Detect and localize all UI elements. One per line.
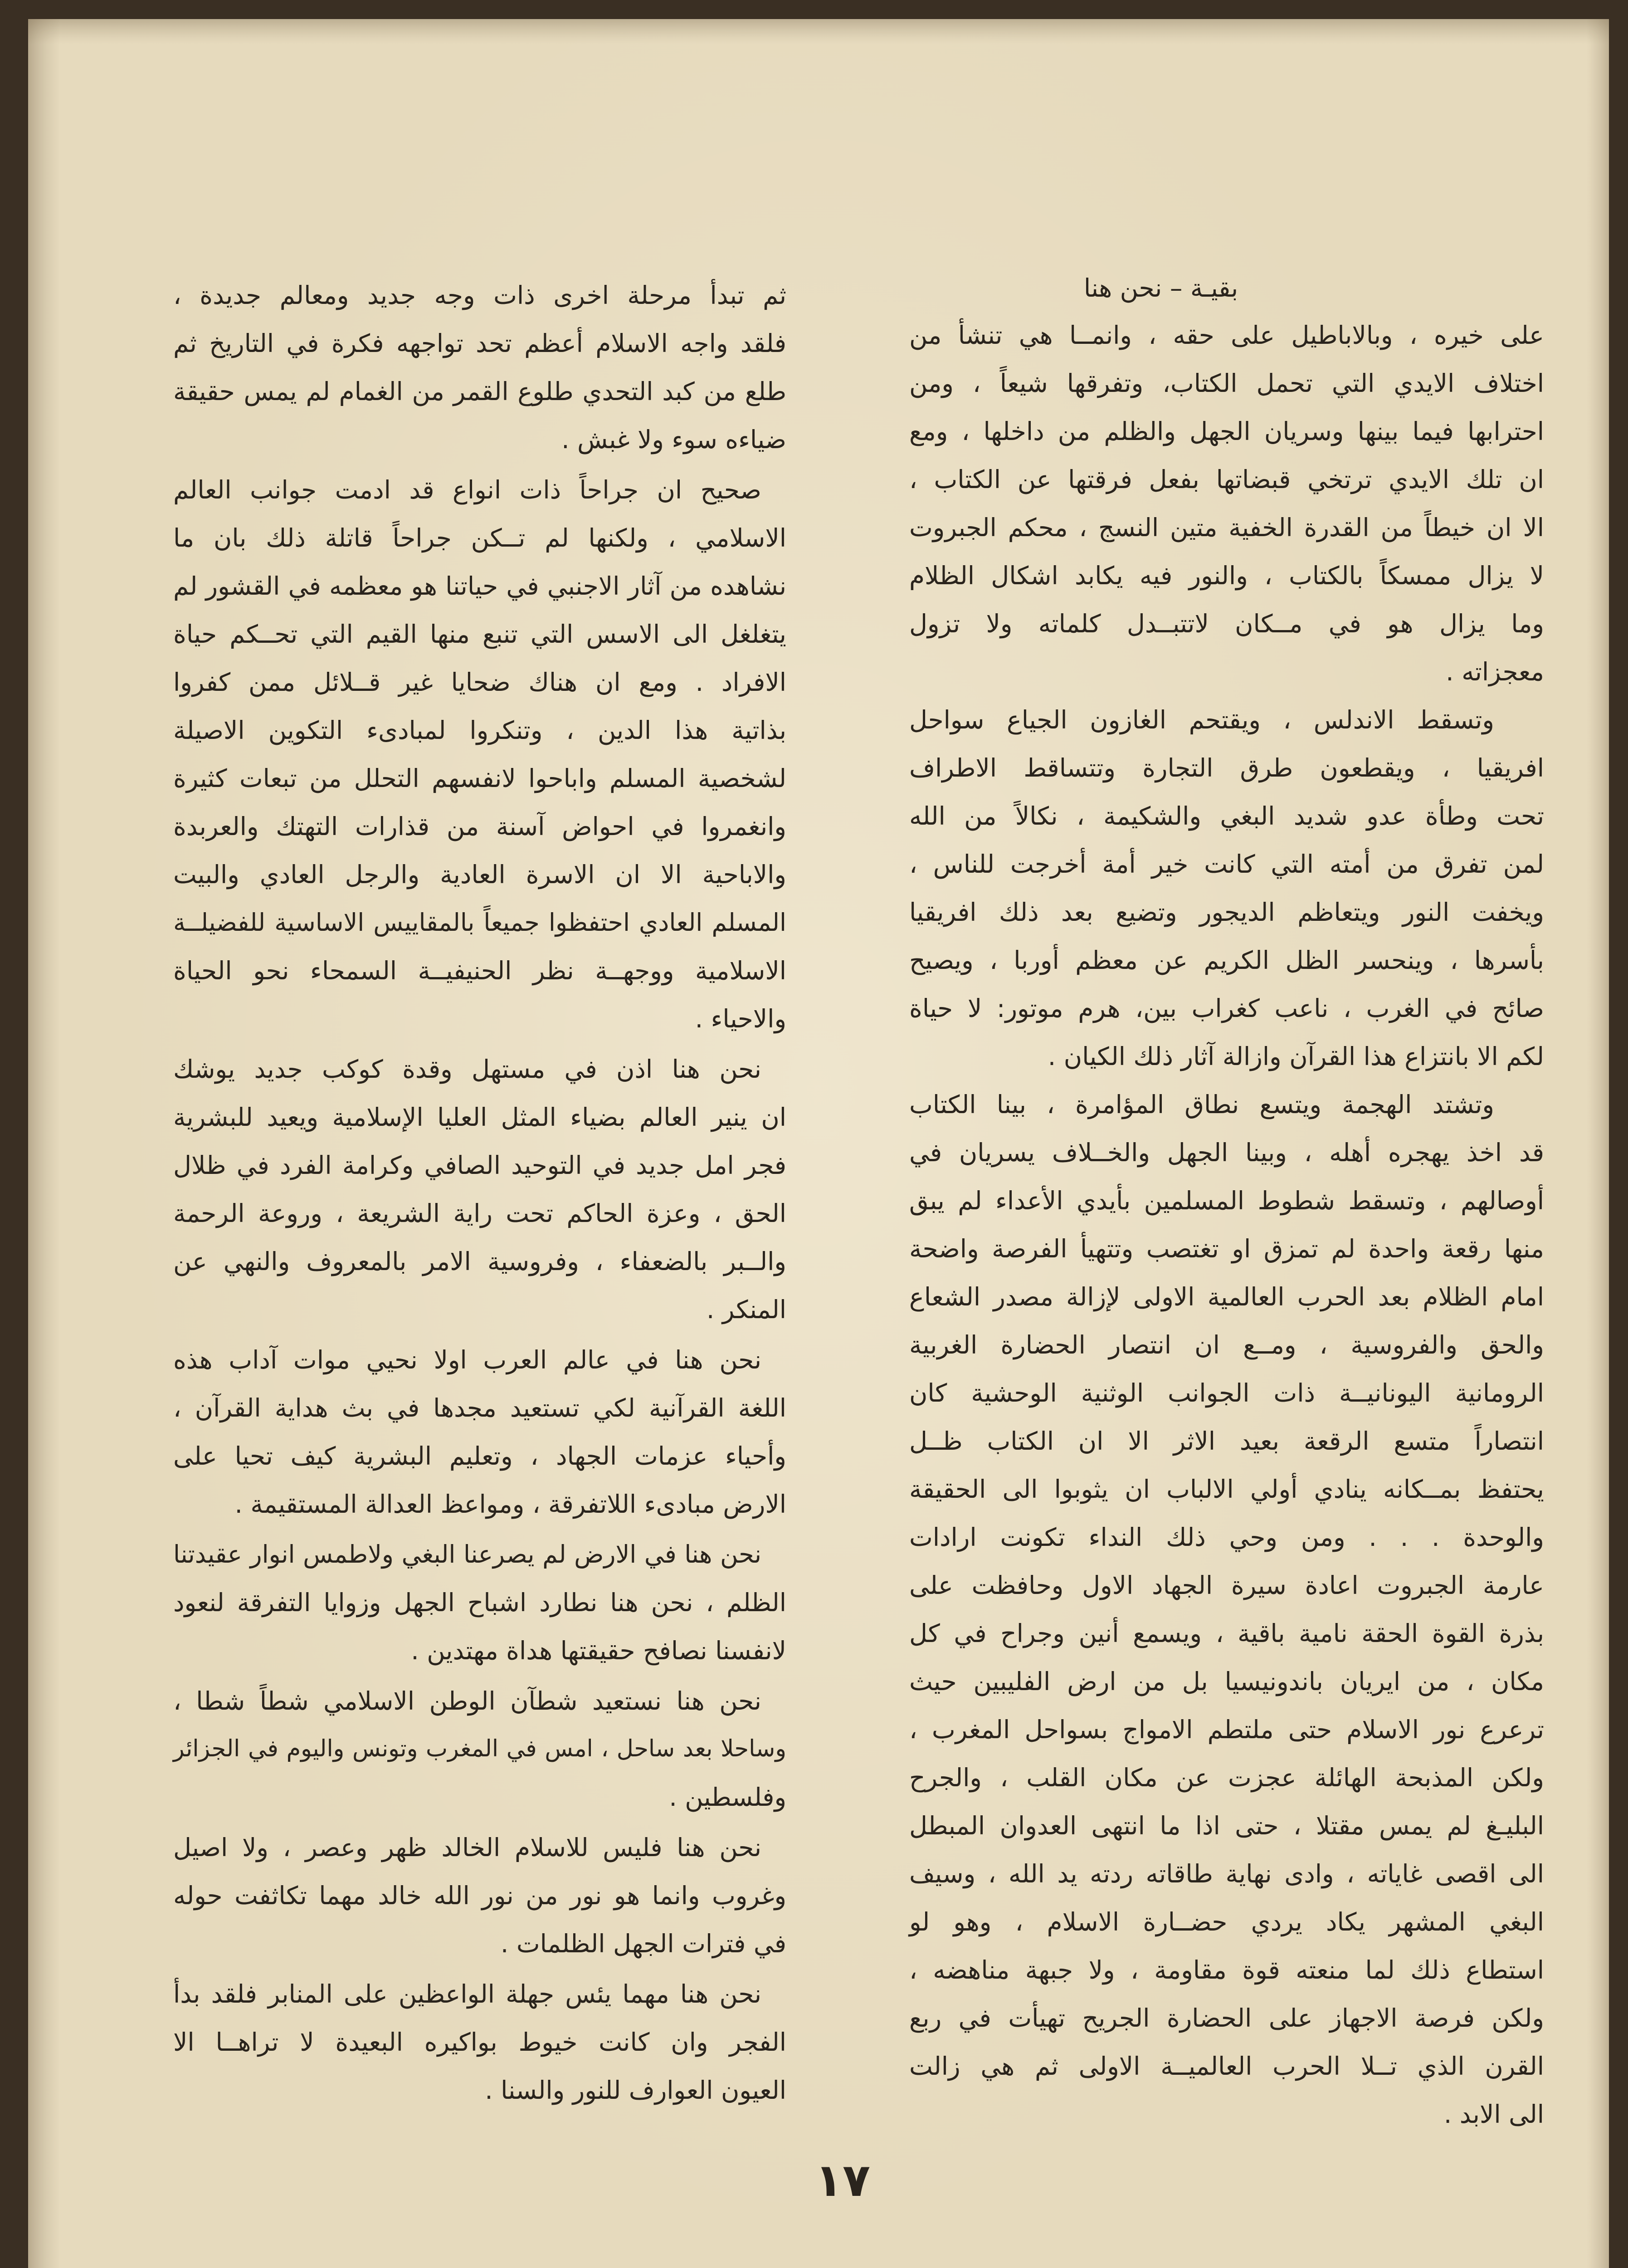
text-line: الافراد . ومع ان هناك ضحايا غير قــلائل ممن كفروا bbox=[173, 668, 786, 697]
left-column bbox=[173, 271, 786, 2114]
text-line: في فترات الجهل الظلمات . bbox=[500, 1929, 786, 1958]
text-line: الاسلامية ووجهــة نظر الحنيفيــة السمحاء نحو الحياة bbox=[173, 956, 786, 985]
text-line: ويخفت النور ويتعاظم الديجور وتضيع بعد ذلك افريقيا bbox=[909, 898, 1544, 927]
text-line: لكم الا بانتزاع هذا القرآن وازالة آثار ذلك الكيان . bbox=[1048, 1042, 1544, 1071]
text-line: احترابها فيما بينها وسريان الجهل والظلم من داخلها ، ومع bbox=[909, 417, 1544, 446]
text-line: صائح في الغرب ، ناعب كغراب بين، هرم موتور: لا حياة bbox=[909, 994, 1544, 1023]
text-line: نحن هنا اذن في مستهل وقدة كوكب جديد يوشك bbox=[173, 1055, 761, 1084]
text-line: اختلاف الايدي التي تحمل الكتاب، وتفرقها شيعاً ، ومن bbox=[909, 369, 1544, 398]
text-line: عارمة الجبروت اعادة سيرة الجهاد الاول وحافظت على bbox=[909, 1571, 1544, 1600]
paragraph bbox=[173, 1677, 786, 1821]
text-line: يتغلغل الى الاسس التي تنبع منها القيم التي تحــكم حياة bbox=[173, 620, 786, 649]
text-line: منها رقعة واحدة لم تمزق او تغتصب وتتهيأ الفرصة واضحة bbox=[909, 1234, 1544, 1263]
text-line: المنكر . bbox=[706, 1295, 786, 1324]
text-line: والوحدة . . . ومن وحي ذلك النداء تكونت ارادات bbox=[909, 1523, 1544, 1552]
text-line: والاباحية الا ان الاسرة العادية والرجل العادي والبيت bbox=[173, 860, 786, 889]
text-line: وفلسطين . bbox=[669, 1783, 786, 1812]
text-line: نحن هنا في الارض لم يصرعنا البغي ولاطمس انوار عقيدتنا bbox=[173, 1540, 761, 1569]
text-line: وغروب وانما هو نور من نور الله خالد مهما تكاثفت حوله bbox=[173, 1881, 786, 1910]
text-line: ثم تبدأ مرحلة اخرى ذات وجه جديد ومعالم جديدة ، bbox=[173, 281, 786, 310]
text-line: القرن الذي تــلا الحرب العالميــة الاولى ثم هي زالت bbox=[909, 2052, 1544, 2081]
text-line: نحن هنا في عالم العرب اولا نحيي موات آداب هذه bbox=[173, 1345, 761, 1374]
paragraph bbox=[173, 1970, 786, 2114]
paragraph bbox=[173, 1336, 786, 1528]
right-column bbox=[909, 311, 1544, 2138]
text-line: والــبر بالضعفاء ، وفروسية الامر بالمعروف والنهي عن bbox=[173, 1247, 786, 1276]
page-number: ١٧ bbox=[814, 2154, 871, 2207]
text-line: لمن تفرق من أمته التي كانت خير أمة أخرجت للناس ، bbox=[909, 850, 1544, 879]
text-line: ولكن فرصة الاجهاز على الحضارة الجريح تهيأت في ربع bbox=[909, 2004, 1544, 2033]
text-line: العيون العوارف للنور والسنا . bbox=[485, 2076, 786, 2105]
text-line: انتصاراً متسع الرقعة بعيد الاثر الا ان الكتاب ظــل bbox=[909, 1427, 1544, 1456]
text-line: الارض مبادىء اللاتفرقة ، ومواعظ العدالة المستقيمة . bbox=[234, 1490, 786, 1519]
paragraph bbox=[173, 1045, 786, 1334]
text-line: وانغمروا في احواض آسنة من قذارات التهتك والعربدة bbox=[173, 812, 786, 841]
text-line: لا يزال ممسكاً بالكتاب ، والنور فيه يكابد اشكال الظلام bbox=[909, 561, 1544, 590]
text-line: البغي المشهر يكاد يردي حضــارة الاسلام ، وهو لو bbox=[909, 1907, 1544, 1936]
text-line: وما يزال هو في مــكان لاتتبــدل كلماته ولا تزول bbox=[909, 609, 1544, 638]
text-line: لشخصية المسلم واباحوا لانفسهم التحلل من تبعات كثيرة bbox=[173, 764, 786, 793]
paragraph bbox=[173, 271, 786, 464]
text-line: نحن هنا مهما يئس جهلة الواعظين على المنابر فلقد بدأ bbox=[173, 1980, 761, 2009]
text-line: تحت وطأة عدو شديد البغي والشكيمة ، نكالاً من الله bbox=[909, 802, 1544, 831]
text-line: الى اقصى غاياته ، وادى نهاية طاقاته ردته يد الله ، وسيف bbox=[909, 1859, 1544, 1888]
text-line: وساحلا بعد ساحل ، امس في المغرب وتونس واليوم في الجزائر bbox=[173, 1735, 786, 1762]
text-line: الى الابد . bbox=[1443, 2100, 1544, 2129]
text-line: استطاع ذلك لما منعته قوة مقاومة ، ولا جبهة مناهضه ، bbox=[909, 1955, 1544, 1984]
text-line: الفجر وان كانت خيوط بواكيره البعيدة لا تراهــا الا bbox=[173, 2028, 786, 2057]
text-line: فلقد واجه الاسلام أعظم تحد تواجهه فكرة في التاريخ ثم bbox=[173, 329, 786, 358]
text-line: على خيره ، وبالاباطيل على حقه ، وانمــا هي تنشأ من bbox=[909, 321, 1544, 350]
text-line: والاحياء . bbox=[695, 1004, 786, 1033]
text-line: وأحياء عزمات الجهاد ، وتعليم البشرية كيف تحيا على bbox=[173, 1442, 786, 1471]
text-line: مكان ، من ايريان باندونيسيا بل من ارض الفليبين حيث bbox=[909, 1667, 1544, 1696]
text-line: امام الظلام بعد الحرب العالمية الاولى لإزالة مصدر الشعاع bbox=[909, 1282, 1544, 1311]
text-line: نشاهده من آثار الاجنبي في حياتنا هو معظمه في القشور لم bbox=[173, 572, 786, 601]
text-line: بأسرها ، وينحسر الظل الكريم عن معظم أوربا ، ويصيح bbox=[909, 946, 1544, 975]
paragraph bbox=[173, 1823, 786, 1968]
running-header: بقيـة – نحن هنا bbox=[1083, 274, 1238, 303]
text-line: الظلم ، نحن هنا نطارد اشباح الجهل وزوايا التفرقة لنعود bbox=[173, 1588, 786, 1617]
paragraph bbox=[909, 1080, 1544, 2138]
text-line: نحن هنا نستعيد شطآن الوطن الاسلامي شطاً شطا ، bbox=[173, 1686, 761, 1716]
text-line: وتسقط الاندلس ، ويقتحم الغازون الجياع سواحل bbox=[909, 705, 1494, 734]
paragraph bbox=[173, 466, 786, 1043]
text-line: الاسلامي ، ولكنها لم تــكن جراحاً قاتلة ذلك بان ما bbox=[173, 523, 786, 552]
text-line: لانفسنا نصافح حقيقتها هداة مهتدين . bbox=[411, 1636, 786, 1665]
text-line: ان تلك الايدي ترتخي قبضاتها بفعل فرقتها عن الكتاب ، bbox=[909, 465, 1544, 494]
text-line: صحيح ان جراحاً ذات انواع قد ادمت جوانب العالم bbox=[173, 475, 761, 504]
text-line: البليـغ لم يمس مقتلا ، حتى اذا ما انتهى العدوان المبطل bbox=[909, 1811, 1544, 1840]
text-line: اللغة القرآنية لكي تستعيد مجدها في بث هداية القرآن ، bbox=[173, 1393, 786, 1422]
text-line: الحق ، وعزة الحاكم تحت راية الشريعة ، وروعة الرحمة bbox=[173, 1199, 786, 1228]
text-line: الرومانية اليونانيــة ذات الجوانب الوثنية الوحشية كان bbox=[909, 1378, 1544, 1408]
text-line: ان ينير العالم بضياء المثل العليا الإسلامية ويعيد للبشرية bbox=[173, 1103, 786, 1132]
text-line: وتشتد الهجمة ويتسع نطاق المؤامرة ، بينا الكتاب bbox=[909, 1090, 1494, 1119]
text-line: المسلم العادي احتفظوا جميعاً بالمقاييس الاساسية للفضيلــة bbox=[173, 908, 786, 937]
text-line: يحتفظ بمــكانه ينادي أولي الالباب ان يثوبوا الى الحقيقة bbox=[909, 1475, 1544, 1504]
text-line: ترعرع نور الاسلام حتى ملتطم الامواج بسواحل المغرب ، bbox=[909, 1715, 1544, 1744]
paragraph bbox=[173, 1530, 786, 1675]
text-line: معجزاته . bbox=[1446, 657, 1544, 686]
text-line: ولكن المذبحة الهائلة عجزت عن مكان القلب ، والجرح bbox=[909, 1763, 1544, 1792]
text-line: أوصالهم ، وتسقط شطوط المسلمين بأيدي الأعداء لم يبق bbox=[909, 1186, 1544, 1215]
text-line: ضياءه سوء ولا غبش . bbox=[561, 425, 786, 454]
paragraph bbox=[909, 696, 1544, 1080]
text-line: والحق والفروسية ، ومــع ان انتصار الحضارة الغربية bbox=[909, 1330, 1544, 1359]
text-line: بذاتية هذا الدين ، وتنكروا لمبادىء التكوين الاصيلة bbox=[173, 716, 786, 745]
text-line: افريقيا ، ويقطعون طرق التجارة وتتساقط الاطراف bbox=[909, 753, 1544, 782]
text-line: بذرة القوة الحقة نامية باقية ، ويسمع أنين وجراح في كل bbox=[909, 1619, 1544, 1648]
paragraph bbox=[909, 311, 1544, 696]
text-line: الا ان خيطاً من القدرة الخفية متين النسج ، محكم الجبروت bbox=[909, 513, 1544, 542]
text-line: قد اخذ يهجره أهله ، وبينا الجهل والخــلاف يسريان في bbox=[909, 1138, 1544, 1167]
text-line: طلع من كبد التحدي طلوع القمر من الغمام لم يمس حقيقة bbox=[173, 377, 786, 406]
text-line: نحن هنا فليس للاسلام الخالد ظهر وعصر ، ولا اصيل bbox=[173, 1833, 761, 1862]
text-line: فجر امل جديد في التوحيد الصافي وكرامة الفرد في ظلال bbox=[173, 1151, 786, 1180]
